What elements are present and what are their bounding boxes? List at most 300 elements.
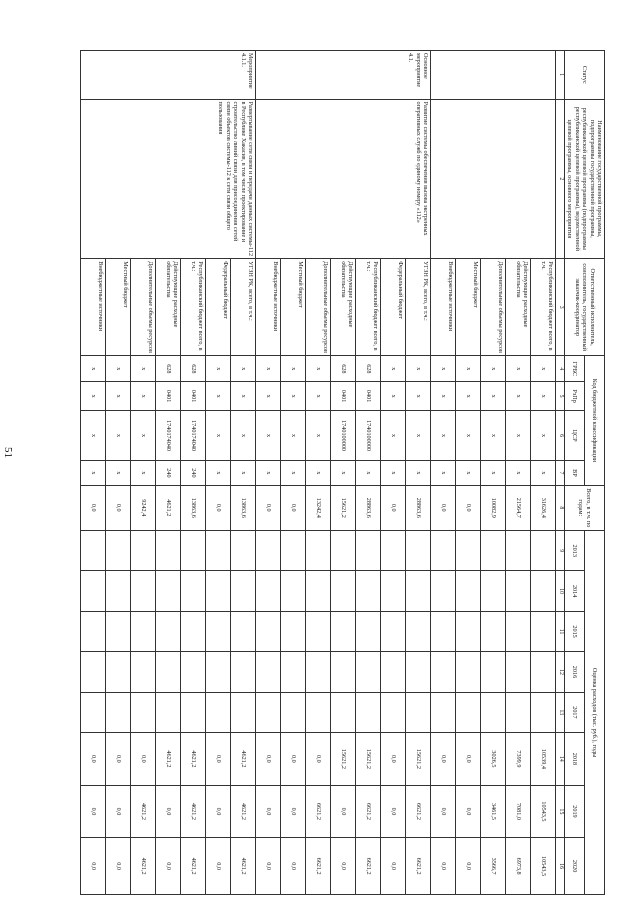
column-index: 11 [555,611,564,651]
grbs-cell: х [230,356,255,382]
column-index: 13 [555,692,564,732]
year-value-cell [330,692,355,732]
year-value-cell: 4621,2 [230,733,255,786]
total-cell: 0,0 [430,485,455,530]
year-value-cell [530,571,555,611]
vr-cell: х [480,461,505,485]
year-value-cell [230,531,255,571]
header-total: Всего, в т.ч. по годам: [564,485,604,530]
year-value-cell [280,611,305,651]
year-value-cell [130,611,155,651]
year-value-cell: 0,0 [455,838,480,895]
funding-source: УГЗН РК, всего, в т.ч.: [230,259,255,356]
year-value-cell [530,531,555,571]
year-value-cell [180,571,205,611]
year-value-cell [230,571,255,611]
year-value-cell [530,652,555,692]
grbs-cell: х [430,356,455,382]
year-value-cell [305,571,330,611]
vr-cell: 240 [155,461,180,485]
year-value-cell: 6973,8 [505,838,530,895]
year-value-cell [355,611,380,651]
csr-cell: х [130,410,155,461]
year-value-cell [80,652,105,692]
vr-cell: х [355,461,380,485]
year-value-cell: 4621,2 [130,838,155,895]
year-value-cell [255,611,280,651]
year-value-cell: 6621,2 [405,838,430,895]
grbs-cell: х [105,356,130,382]
year-value-cell [355,531,380,571]
table-row [530,51,555,895]
year-value-cell: 15621,2 [405,733,430,786]
rzpr-cell: х [105,382,130,410]
csr-cell: х [505,410,530,461]
section-name [430,99,555,259]
funding-source: Республиканский бюджет всего, в т.ч.: [355,259,380,356]
year-value-cell [480,692,505,732]
column-index: 9 [555,531,564,571]
header-year: 2014 [564,571,584,611]
csr-cell: 1740174040 [180,410,205,461]
year-value-cell [505,531,530,571]
total-cell: 0,0 [455,485,480,530]
year-value-cell: 4621,2 [230,838,255,895]
vr-cell: х [130,461,155,485]
year-value-cell [180,531,205,571]
funding-source: Местный бюджет [280,259,305,356]
grbs-cell: х [305,356,330,382]
section-status [430,51,555,100]
total-cell: 15621,2 [330,485,355,530]
total-cell: 13242,4 [305,485,330,530]
year-value-cell [230,652,255,692]
csr-cell: х [105,410,130,461]
total-cell: 0,0 [380,485,405,530]
year-value-cell: 0,0 [455,733,480,786]
year-value-cell: 3026,5 [480,733,505,786]
year-value-cell [430,611,455,651]
year-value-cell [405,611,430,651]
year-value-cell: 0,0 [430,838,455,895]
header-csr: ЦСР [564,410,584,461]
year-value-cell [130,571,155,611]
total-cell: 0,0 [205,485,230,530]
year-value-cell [305,531,330,571]
year-value-cell [255,571,280,611]
year-value-cell [430,531,455,571]
vr-cell: х [405,461,430,485]
funding-source: Внебюджетные источники [80,259,105,356]
year-value-cell: 10539,4 [530,733,555,786]
year-value-cell [455,611,480,651]
csr-cell: х [255,410,280,461]
table-row [405,51,430,895]
grbs-cell: х [480,356,505,382]
header-name: Наименование государственной программы, подпрограммы государственной программы, республиканской целевой программы (подпрограммы республиканской целевой программы), ведомственной целевой программы, основного мероприятия [564,99,604,259]
year-value-cell [305,652,330,692]
total-cell: 9242,4 [130,485,155,530]
header-vr: ВР [564,461,584,485]
year-value-cell [155,611,180,651]
year-value-cell [280,571,305,611]
csr-cell: х [480,410,505,461]
csr-cell: х [405,410,430,461]
year-value-cell: 0,0 [80,733,105,786]
csr-cell: 1740100000 [330,410,355,461]
page-number: 51 [2,447,14,458]
funding-source: Республиканский бюджет всего, в т.ч.: [180,259,205,356]
header-year: 2018 [564,733,584,786]
funding-source: Дополнительные объемы ресурсов [305,259,330,356]
header-responsible: Ответственный исполнитель, соисполнитель, государственный заказчик-координатор [564,259,604,356]
column-index: 16 [555,838,564,895]
column-index: 8 [555,485,564,530]
year-value-cell: 0,0 [155,838,180,895]
rotated-document [45,50,605,895]
grbs-cell: х [455,356,480,382]
year-value-cell: 0,0 [130,733,155,786]
year-value-cell: 0,0 [105,785,130,838]
year-value-cell [330,531,355,571]
year-value-cell [330,611,355,651]
column-index: 1 [555,51,564,100]
vr-cell: х [280,461,305,485]
rzpr-cell: 0401 [155,382,180,410]
year-value-cell [355,692,380,732]
year-value-cell [505,571,530,611]
column-index: 4 [555,356,564,382]
year-value-cell [230,611,255,651]
year-value-cell [130,531,155,571]
header-status: Статус [564,51,604,100]
section-name: Развертывание сети связи и передачи данных системы-112 в Республике Хакасия, в том числе проектирование и строительство линий связи для присоединения сетей связи объектов системы-112 к сети связи общего пользования [80,99,255,259]
year-value-cell [255,531,280,571]
year-value-cell [80,611,105,651]
total-cell: 0,0 [80,485,105,530]
csr-cell: х [80,410,105,461]
csr-cell: х [455,410,480,461]
year-value-cell [380,531,405,571]
year-value-cell [430,571,455,611]
rzpr-cell: х [455,382,480,410]
year-value-cell: 0,0 [255,838,280,895]
grbs-cell: х [405,356,430,382]
year-value-cell: 0,0 [430,785,455,838]
year-value-cell: 10543,5 [530,785,555,838]
csr-cell: х [305,410,330,461]
funding-source: Дополнительные объемы ресурсов [480,259,505,356]
year-value-cell: 15621,2 [355,733,380,786]
year-value-cell [205,652,230,692]
year-value-cell: 0,0 [330,838,355,895]
year-value-cell [180,692,205,732]
grbs-cell: х [255,356,280,382]
year-value-cell: 6621,2 [305,838,330,895]
csr-cell: х [380,410,405,461]
header-year: 2017 [564,692,584,732]
vr-cell: х [80,461,105,485]
vr-cell: х [530,461,555,485]
year-value-cell: 0,0 [380,733,405,786]
section-name: Развитие системы обеспечения вызова экстренных оперативных служб по единому номеру «112» [255,99,430,259]
year-value-cell: 0,0 [280,733,305,786]
year-value-cell [255,692,280,732]
grbs-cell: 628 [180,356,205,382]
year-value-cell: 0,0 [105,838,130,895]
year-value-cell: 6621,2 [305,785,330,838]
year-value-cell [405,571,430,611]
year-value-cell [405,652,430,692]
rzpr-cell: х [480,382,505,410]
year-value-cell: 0,0 [455,785,480,838]
funding-source: УГЗН РК, всего, в т.ч.: [405,259,430,356]
grbs-cell: х [280,356,305,382]
total-cell: 28863,6 [405,485,430,530]
header-year: 2016 [564,652,584,692]
header-year: 2020 [564,838,584,895]
year-value-cell: 7081,0 [505,785,530,838]
year-value-cell [480,611,505,651]
year-value-cell [280,652,305,692]
year-value-cell: 4621,2 [180,733,205,786]
csr-cell: х [205,410,230,461]
total-cell: 10082,9 [480,485,505,530]
year-value-cell [380,571,405,611]
column-index: 6 [555,410,564,461]
year-value-cell [105,611,130,651]
year-value-cell: 3566,7 [480,838,505,895]
total-cell: 21564,7 [505,485,530,530]
column-index: 3 [555,259,564,356]
year-value-cell: 0,0 [205,838,230,895]
rzpr-cell: 0401 [180,382,205,410]
column-index: 12 [555,652,564,692]
year-value-cell [480,571,505,611]
vr-cell: х [455,461,480,485]
year-value-cell: 4621,2 [230,785,255,838]
total-cell: 13863,6 [180,485,205,530]
funding-source: Действующие расходные обязательства [155,259,180,356]
total-cell: 31626,4 [530,485,555,530]
rzpr-cell: 0401 [330,382,355,410]
year-value-cell [105,692,130,732]
funding-source: Дополнительные объемы ресурсов [130,259,155,356]
column-index: 2 [555,99,564,259]
year-value-cell [480,652,505,692]
year-value-cell [505,611,530,651]
grbs-cell: 628 [330,356,355,382]
rzpr-cell: х [280,382,305,410]
funding-source: Федеральный бюджет [205,259,230,356]
year-value-cell: 6621,2 [355,838,380,895]
grbs-cell: 628 [355,356,380,382]
column-index-row [555,51,564,895]
year-value-cell: 10543,5 [530,838,555,895]
column-index: 5 [555,382,564,410]
vr-cell: х [505,461,530,485]
year-value-cell [105,571,130,611]
vr-cell: х [105,461,130,485]
year-value-cell: 0,0 [255,733,280,786]
year-value-cell [155,652,180,692]
year-value-cell: 0,0 [430,733,455,786]
grbs-cell: х [80,356,105,382]
column-index: 15 [555,785,564,838]
year-value-cell: 0,0 [205,785,230,838]
year-value-cell: 0,0 [80,785,105,838]
year-value-cell: 0,0 [80,838,105,895]
rzpr-cell: х [380,382,405,410]
year-value-cell: 6621,2 [405,785,430,838]
total-cell: 0,0 [255,485,280,530]
year-value-cell: 0,0 [380,785,405,838]
funding-source: Действующие расходные обязательства [505,259,530,356]
year-value-cell [355,652,380,692]
year-value-cell [205,571,230,611]
rzpr-cell: х [230,382,255,410]
vr-cell: х [305,461,330,485]
year-value-cell [380,652,405,692]
funding-source: Внебюджетные источники [430,259,455,356]
vr-cell: х [430,461,455,485]
year-value-cell [305,611,330,651]
year-value-cell [405,692,430,732]
budget-table [80,50,605,895]
grbs-cell: х [130,356,155,382]
header-rzpr: РзПр [564,382,584,410]
column-index: 7 [555,461,564,485]
year-value-cell [530,692,555,732]
vr-cell: х [380,461,405,485]
csr-cell: 1740100000 [355,410,380,461]
year-value-cell: 7399,9 [505,733,530,786]
rzpr-cell: х [205,382,230,410]
year-value-cell [430,692,455,732]
year-value-cell [355,571,380,611]
funding-source: Республиканский бюджет всего, в т.ч. [530,259,555,356]
year-value-cell [280,531,305,571]
header-budget-code: Код бюджетной классификации [584,356,604,485]
year-value-cell [105,652,130,692]
total-cell: 4621,2 [155,485,180,530]
funding-source: Местный бюджет [455,259,480,356]
funding-source: Внебюджетные источники [255,259,280,356]
grbs-cell: х [205,356,230,382]
year-value-cell: 0,0 [255,785,280,838]
year-value-cell [380,692,405,732]
year-value-cell [155,692,180,732]
vr-cell: х [255,461,280,485]
year-value-cell [155,531,180,571]
column-index: 14 [555,733,564,786]
grbs-cell: х [530,356,555,382]
column-index: 10 [555,571,564,611]
year-value-cell [80,531,105,571]
year-value-cell [455,531,480,571]
year-value-cell [330,652,355,692]
total-cell: 0,0 [280,485,305,530]
year-value-cell [530,611,555,651]
rzpr-cell: х [530,382,555,410]
section-status: Основное мероприятие 4.1. [255,51,430,100]
table-row [230,51,255,895]
year-value-cell [380,611,405,651]
year-value-cell: 0,0 [305,733,330,786]
rzpr-cell: х [80,382,105,410]
year-value-cell [205,531,230,571]
csr-cell: х [280,410,305,461]
funding-source: Федеральный бюджет [380,259,405,356]
year-value-cell [480,531,505,571]
csr-cell: х [430,410,455,461]
section-status: Мероприятие 4.1.1. [80,51,255,100]
year-value-cell: 0,0 [330,785,355,838]
year-value-cell [455,571,480,611]
year-value-cell [205,692,230,732]
year-value-cell [505,652,530,692]
rzpr-cell: х [505,382,530,410]
year-value-cell [105,531,130,571]
year-value-cell [80,692,105,732]
year-value-cell [255,652,280,692]
vr-cell: х [230,461,255,485]
year-value-cell: 0,0 [205,733,230,786]
year-value-cell [130,692,155,732]
year-value-cell [430,652,455,692]
total-cell: 13863,6 [230,485,255,530]
rzpr-cell: х [430,382,455,410]
header-year: 2019 [564,785,584,838]
rzpr-cell: х [130,382,155,410]
year-value-cell [230,692,255,732]
year-value-cell [155,571,180,611]
year-value-cell: 15621,2 [330,733,355,786]
rzpr-cell: х [305,382,330,410]
csr-cell: х [530,410,555,461]
grbs-cell: х [380,356,405,382]
year-value-cell [305,692,330,732]
year-value-cell [80,571,105,611]
grbs-cell: 628 [155,356,180,382]
funding-source: Действующие расходные обязательства [330,259,355,356]
year-value-cell: 4621,2 [130,785,155,838]
rzpr-cell: х [255,382,280,410]
csr-cell: х [230,410,255,461]
header-estimate: Оценка расходов (тыс. руб.), годы [584,531,604,895]
year-value-cell: 0,0 [105,733,130,786]
year-value-cell: 4621,2 [180,785,205,838]
year-value-cell [180,652,205,692]
year-value-cell [455,652,480,692]
year-value-cell [455,692,480,732]
vr-cell: х [330,461,355,485]
year-value-cell: 3461,5 [480,785,505,838]
year-value-cell [280,692,305,732]
year-value-cell [180,611,205,651]
vr-cell: х [205,461,230,485]
funding-source: Местный бюджет [105,259,130,356]
total-cell: 28863,6 [355,485,380,530]
year-value-cell [205,611,230,651]
vr-cell: 240 [180,461,205,485]
year-value-cell: 0,0 [280,785,305,838]
year-value-cell: 4621,2 [155,733,180,786]
header-year: 2013 [564,531,584,571]
csr-cell: 1740174040 [155,410,180,461]
year-value-cell [405,531,430,571]
year-value-cell: 0,0 [155,785,180,838]
